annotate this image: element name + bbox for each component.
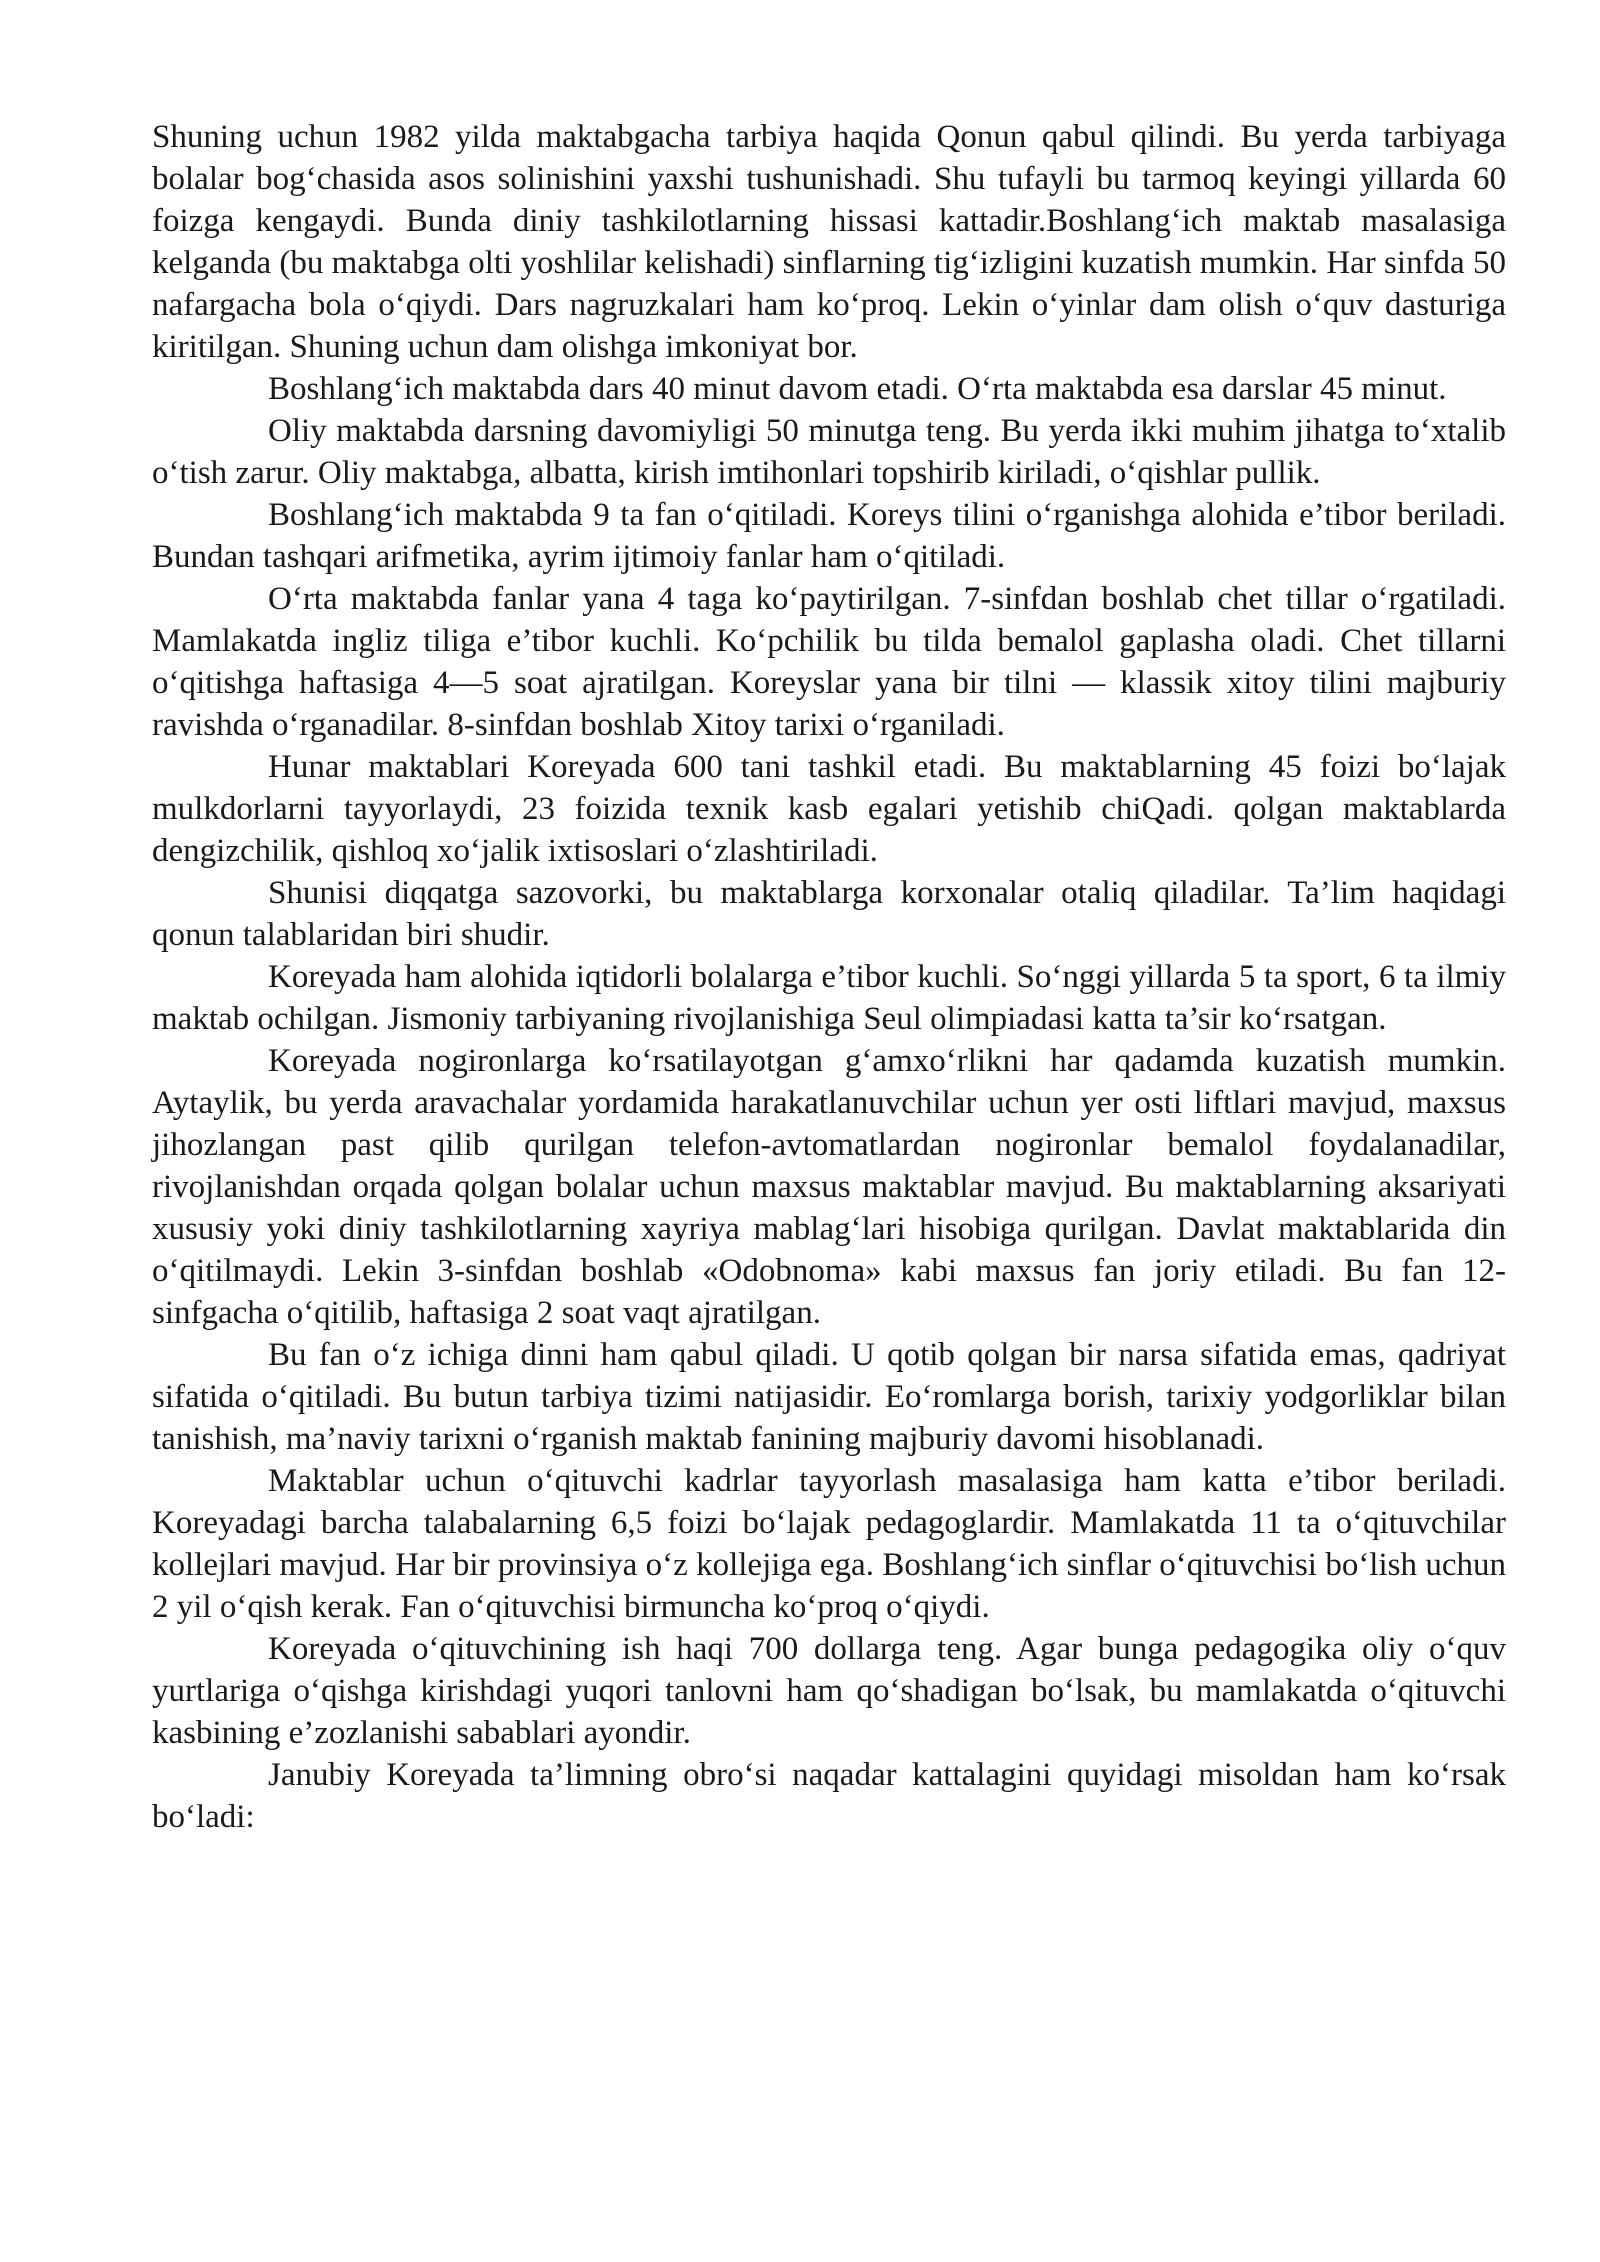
paragraph-ish-haqi: Koreyada o‘qituvchining ish haqi 700 dollarga teng. Agar bunga pedagogika oliy o‘quv yurtlariga o‘qishga kirishdagi yuqori tanlovni ham qo‘shadigan bo‘lsak, bu mamlakatda o‘qituvchi kasbining e’zozlanishi sabablari ayondir. xyxy=(152,1631,1506,1751)
paragraph-boshlangich-fanlar: Boshlang‘ich maktabda 9 ta fan o‘qitiladi. Koreys tilini o‘rganishga alohida e’tibor beriladi. Bundan tashqari arifmetika, ayrim ijtimoiy fanlar ham o‘qitiladi. xyxy=(152,497,1506,575)
paragraph-dars-davomiyligi: Boshlang‘ich maktabda dars 40 minut davom etadi. O‘rta maktabda esa darslar 45 minut. xyxy=(268,371,1447,407)
paragraph-iqtidorli-bolalar: Koreyada ham alohida iqtidorli bolalarga e’tibor kuchli. So‘nggi yillarda 5 ta sport, 6 ta ilmiy maktab ochilgan. Jismoniy tarbiyaning rivojlanishiga Seul olimpiadasi katta ta’sir ko‘rsatgan. xyxy=(152,959,1506,1037)
paragraph-din-qadriyat: Bu fan o‘z ichiga dinni ham qabul qiladi. U qotib qolgan bir narsa sifatida emas, qadriyat sifatida o‘qitiladi. Bu butun tarbiya tizimi natijasidir. Eo‘romlarga borish, tarixiy yodgorliklar bilan tanishish, ma’naviy tarixni o‘rganish maktab fanining majburiy davomi hisoblanadi. xyxy=(152,1337,1506,1457)
paragraph-hunar-maktablari: Hunar maktablari Koreyada 600 tani tashkil etadi. Bu maktablarning 45 foizi bo‘lajak mulkdorlarni tayyorlaydi, 23 foizida texnik kasb egalari yetishib chiQadi. qolgan maktablarda dengizchilik, qishloq xo‘jalik ixtisoslari o‘zlashtiriladi. xyxy=(152,749,1506,869)
paragraph-korxonalar-otaliq: Shunisi diqqatga sazovorki, bu maktablarga korxonalar otaliq qiladilar. Ta’lim haqidagi qonun talablaridan biri shudir. xyxy=(152,875,1506,953)
document-page xyxy=(152,116,1506,1838)
paragraph-nogironlar: Koreyada nogironlarga ko‘rsatilayotgan g‘amxo‘rlikni har qadamda kuzatish mumkin. Aytaylik, bu yerda aravachalar yordamida harakatlanuvchilar uchun yer osti liftlari mavjud, maxsus jihozlangan past qilib qurilgan telefon-avtomatlardan nogironlar bemalol foydalanadilar, rivojlanishdan orqada qolgan bolalar uchun maxsus maktablar mavjud. Bu maktablarning aksariyati xususiy yoki diniy tashkilotlarning xayriya mablag‘lari hisobiga qurilgan. Davlat maktablarida din o‘qitilmaydi. Lekin 3-sinfdan boshlab «Odobnoma» kabi maxsus fan joriy etiladi. Bu fan 12-sinfgacha o‘qitilib, haftasiga 2 soat vaqt ajratilgan. xyxy=(152,1043,1506,1331)
paragraph-qonun-1982: Shuning uchun 1982 yilda maktabgacha tarbiya haqida Qonun qabul qilindi. Bu yerda tarbiyaga bolalar bog‘chasida asos solinishini yaxshi tushunishadi. Shu tufayli bu tarmoq keyingi yillarda 60 foizga kengaydi. Bunda diniy tashkilotlarning hissasi kattadir.Boshlang‘ich maktab masalasiga kelganda (bu maktabga olti yoshlilar kelishadi) sinflarning tig‘izligini kuzatish mumkin. Har sinfda 50 nafargacha bola o‘qiydi. Dars nagruzkalari ham ko‘proq. Lekin o‘yinlar dam olish o‘quv dasturiga kiritilgan. Shuning uchun dam olishga imkoniyat bor. xyxy=(152,119,1506,365)
paragraph-oliy-maktab: Oliy maktabda darsning davomiyligi 50 minutga teng. Bu yerda ikki muhim jihatga to‘xtalib o‘tish zarur. Oliy maktabga, albatta, kirish imtihonlari topshirib kiriladi, o‘qishlar pullik. xyxy=(152,413,1506,491)
paragraph-oqituvchi-kadrlar: Maktablar uchun o‘qituvchi kadrlar tayyorlash masalasiga ham katta e’tibor beriladi. Koreyadagi barcha talabalarning 6,5 foizi bo‘lajak pedagoglardir. Mamlakatda 11 ta o‘qituvchilar kollejlari mavjud. Har bir provinsiya o‘z kollejiga ega. Boshlang‘ich sinflar o‘qituvchisi bo‘lish uchun 2 yil o‘qish kerak. Fan o‘qituvchisi birmuncha ko‘proq o‘qiydi. xyxy=(152,1463,1506,1625)
paragraph-orta-maktab-fanlar: O‘rta maktabda fanlar yana 4 taga ko‘paytirilgan. 7-sinfdan boshlab chet tillar o‘rgatiladi. Mamlakatda ingliz tiliga e’tibor kuchli. Ko‘pchilik bu tilda bemalol gaplasha oladi. Chet tillarni o‘qitishga haftasiga 4—5 soat ajratilgan. Koreyslar yana bir tilni — klassik xitoy tilini majburiy ravishda o‘rganadilar. 8-sinfdan boshlab Xitoy tarixi o‘rganiladi. xyxy=(152,581,1506,743)
paragraph-talim-obrosi: Janubiy Koreyada ta’limning obro‘si naqadar kattalagini quyidagi misoldan ham ko‘rsak bo‘ladi: xyxy=(152,1757,1506,1835)
